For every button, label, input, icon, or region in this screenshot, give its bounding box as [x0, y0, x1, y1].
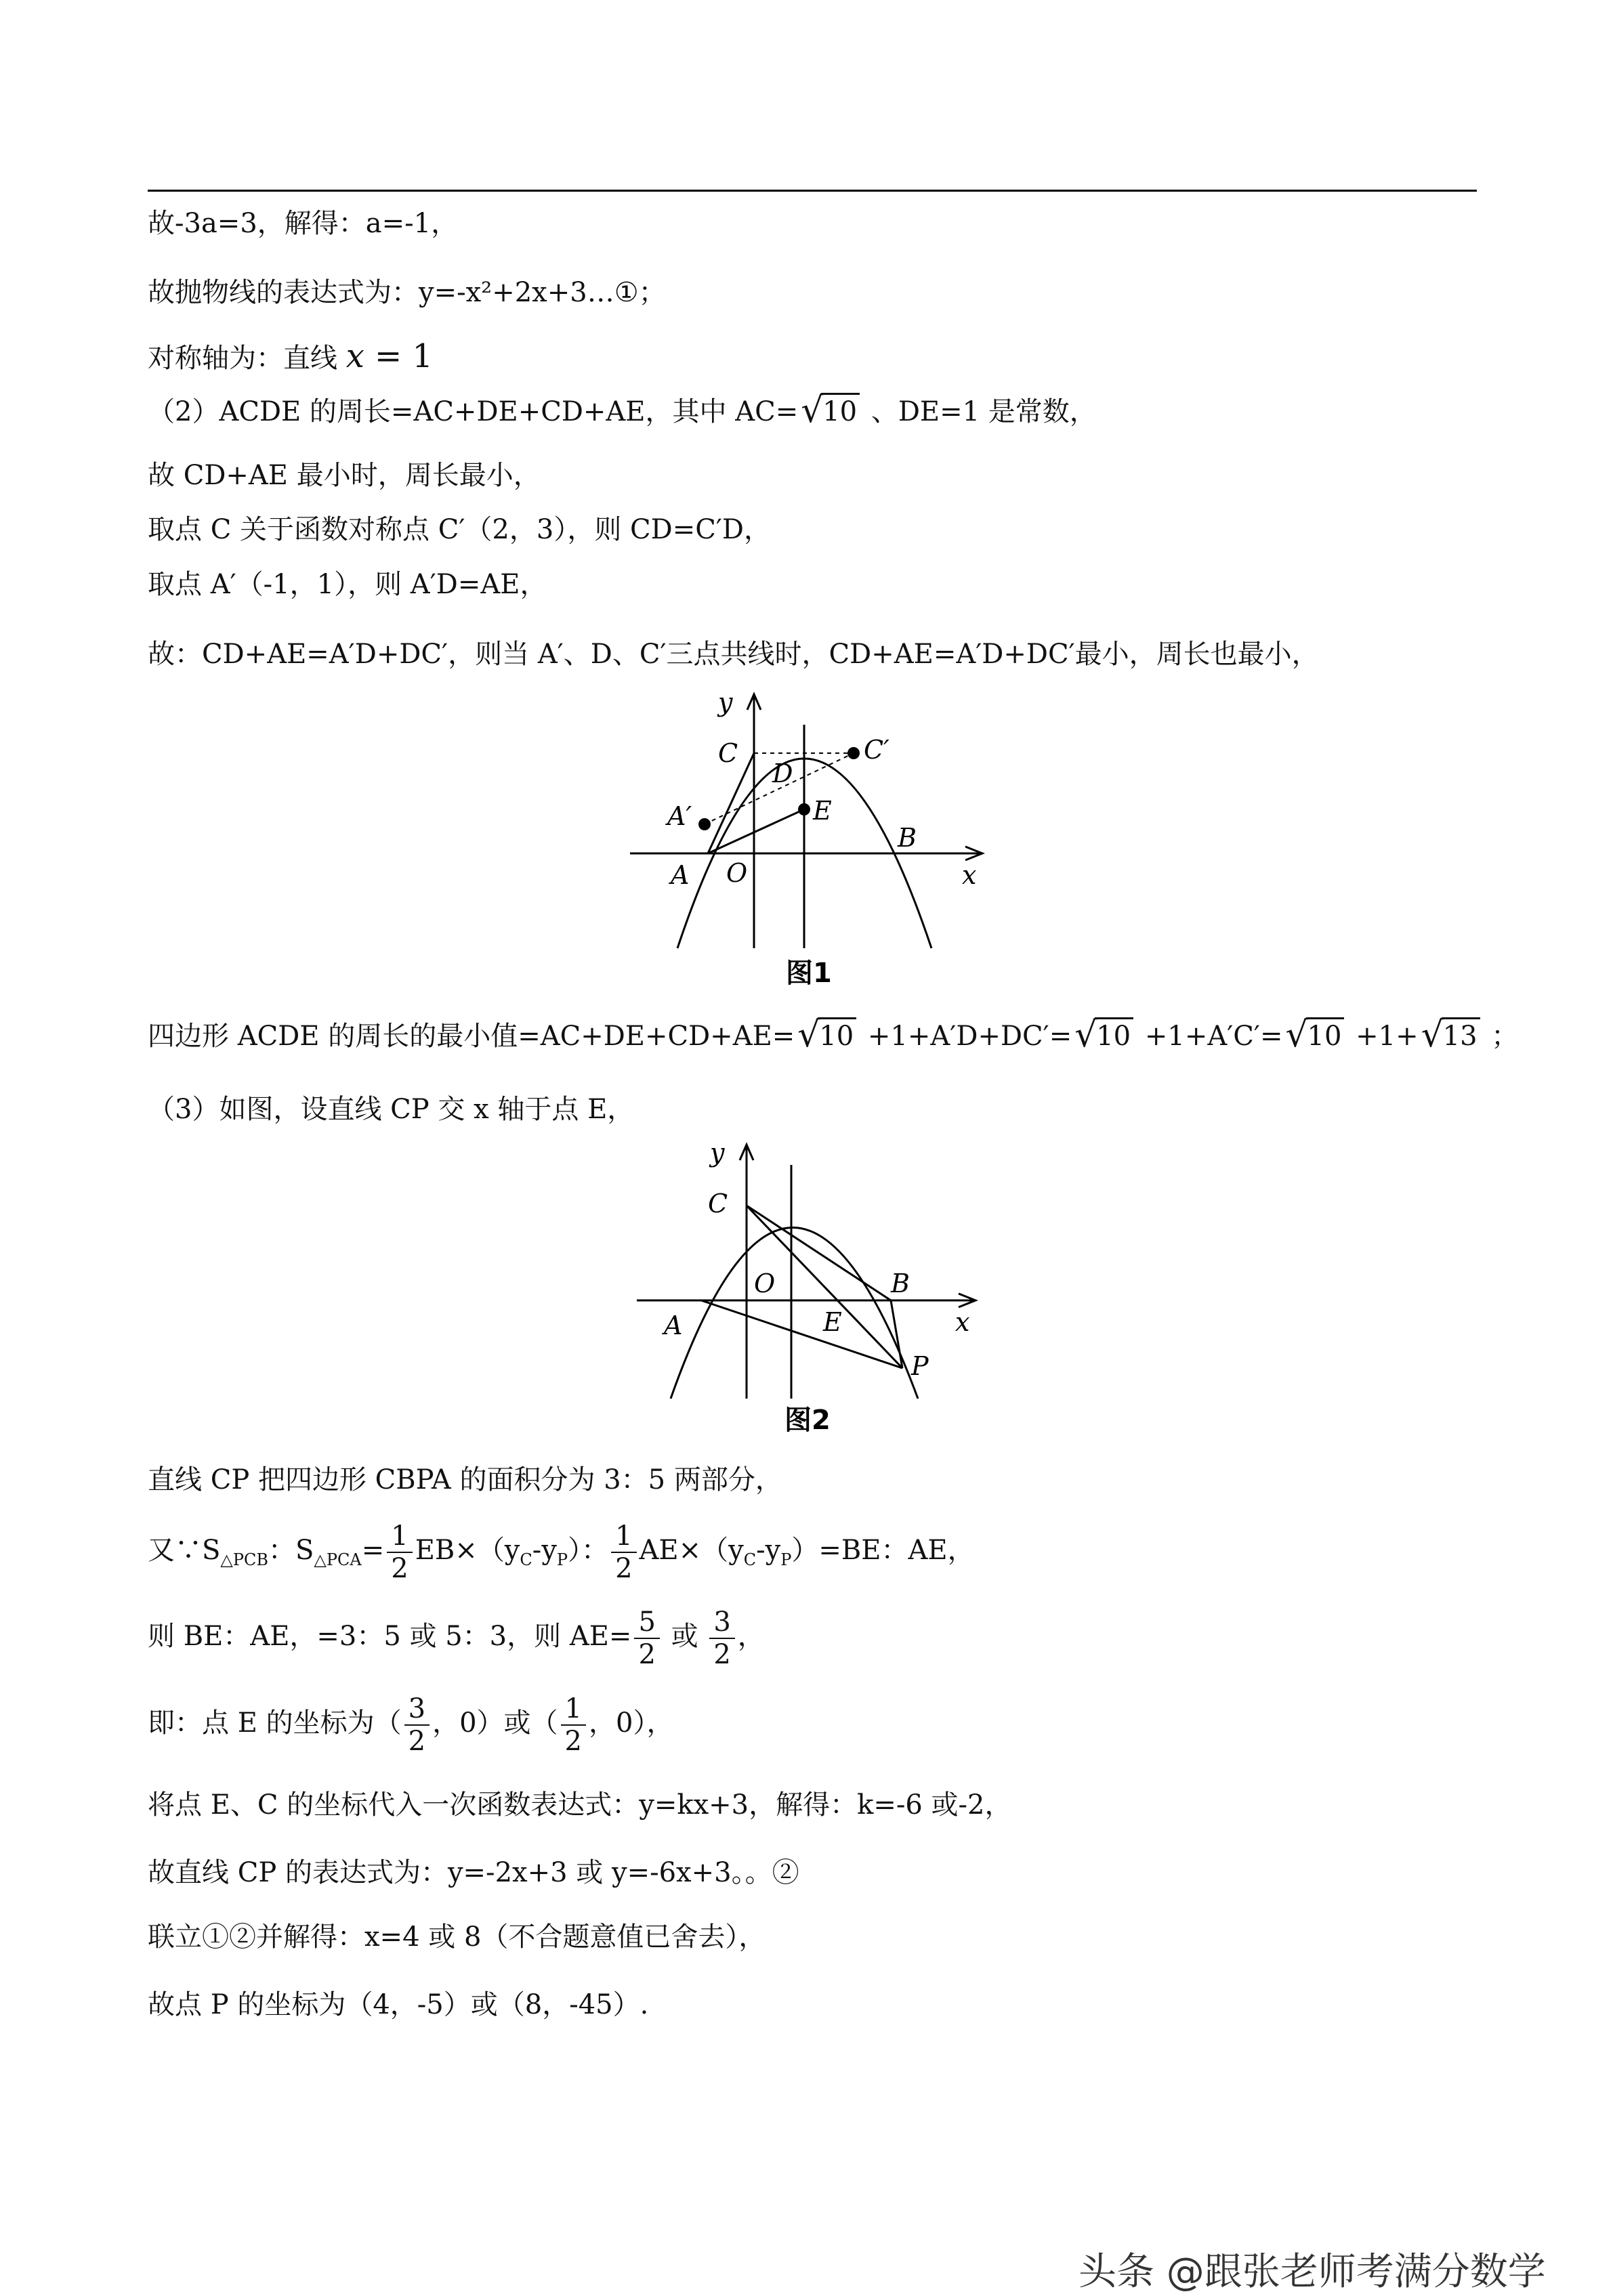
text-line-8: 故：CD+AE=A′D+DC′，则当 A′、D、C′三点共线时，CD+AE=A′D+DC′最小，周长也最小， [148, 639, 1319, 670]
fraction-half-a [387, 1521, 412, 1584]
text-line-9 [148, 1015, 1519, 1055]
fraction-half-b [611, 1521, 636, 1584]
fraction-3-2-b-num: 3 [404, 1693, 430, 1726]
text-line-9e: +1+A′C′= [1136, 1021, 1283, 1052]
fraction-5-2-num: 5 [634, 1607, 659, 1639]
sqrt-10-b: √ 10 [797, 1023, 856, 1050]
text-line-1: 故-3a=3，解得：a=-1， [148, 208, 459, 239]
fraction-3-2-a [709, 1607, 734, 1670]
text-line-13c: ， [737, 1621, 765, 1652]
text-line-11: 直线 CP 把四边形 CBPA 的面积分为 3：5 两部分， [148, 1464, 782, 1495]
figure-2 [630, 1138, 982, 1439]
text-line-12f: EB×（y [415, 1535, 520, 1566]
fraction-1-2-num: 1 [561, 1693, 586, 1726]
fraction-3-2-b [404, 1693, 430, 1757]
fig1-point-cprime [847, 747, 860, 759]
fraction-5-2-den: 2 [638, 1639, 656, 1670]
text-line-12a: 又∵S [148, 1535, 221, 1566]
figure-1-svg [623, 684, 1003, 989]
text-line-12i: P [556, 1550, 568, 1569]
fig2-label-a: A [664, 1311, 683, 1340]
fraction-1-2-den: 2 [564, 1726, 582, 1757]
text-line-4 [148, 390, 1097, 431]
text-line-12o: ）=BE：AE， [791, 1535, 975, 1566]
fig2-label-b: B [891, 1269, 910, 1298]
sqrt-10-a-arg: 10 [821, 393, 860, 427]
sqrt-10-d: √ 10 [1286, 1023, 1345, 1050]
text-line-13 [148, 1607, 765, 1670]
fig1-label-b: B [898, 823, 917, 853]
text-line-9g: +1+ [1347, 1021, 1419, 1052]
text-line-14b: ，0）或（ [432, 1707, 558, 1739]
fig1-label-o: O [726, 858, 748, 888]
text-line-6: 取点 C 关于函数对称点 C′（2，3），则 CD=C′D， [148, 514, 771, 545]
text-line-12j: ）： [568, 1535, 609, 1566]
text-line-3 [148, 337, 434, 375]
fig1-segment-ac [708, 753, 754, 853]
text-line-9c: +1+A′D+DC′= [859, 1021, 1072, 1052]
text-line-12g: C [520, 1550, 532, 1569]
text-line-2: 故抛物线的表达式为：y=-x²+2x+3…①； [148, 277, 666, 308]
fraction-half-b-num: 1 [611, 1521, 636, 1553]
sqrt-13: √ 13 [1421, 1023, 1480, 1050]
text-line-14c: ，0）， [589, 1707, 674, 1739]
fig2-label-c: C [708, 1189, 728, 1218]
text-line-3a: 对称轴为：直线 [148, 343, 346, 374]
watermark: 头条 @跟张老师考满分数学 [1078, 2250, 1546, 2294]
text-line-12 [148, 1521, 975, 1584]
header-rule [148, 190, 1477, 192]
text-line-13a: 则 BE：AE，=3：5 或 5：3，则 AE= [148, 1621, 632, 1652]
text-line-9a: 四边形 ACDE 的周长的最小值=AC+DE+CD+AE= [148, 1021, 795, 1052]
text-line-5: 故 CD+AE 最小时，周长最小， [148, 460, 541, 491]
text-line-14a: 即：点 E 的坐标为（ [148, 1707, 402, 1739]
text-line-14 [148, 1693, 673, 1757]
fig1-label-d: D [772, 759, 793, 788]
fig2-label-e: E [823, 1307, 842, 1337]
text-line-16: 故直线 CP 的表达式为：y=-2x+3 或 y=-6x+3。。② [148, 1857, 799, 1888]
fig2-label-p: P [911, 1351, 929, 1381]
text-line-12b: △PCB [220, 1550, 269, 1569]
fraction-5-2 [634, 1607, 659, 1670]
text-line-12h: -y [532, 1535, 557, 1566]
sqrt-10-b-arg: 10 [818, 1017, 856, 1052]
text-line-12e: = [361, 1535, 385, 1566]
fraction-half-a-num: 1 [387, 1521, 412, 1553]
text-line-13b: 或 [662, 1621, 707, 1652]
sqrt-10-d-arg: 10 [1306, 1017, 1345, 1052]
text-line-7: 取点 A′（-1，1），则 A′D=AE， [148, 569, 547, 600]
fig1-label-a: A [671, 860, 690, 890]
text-line-4c: 、DE=1 是常数， [862, 396, 1097, 427]
text-line-9i: ； [1482, 1021, 1519, 1052]
sqrt-13-arg: 13 [1442, 1017, 1480, 1052]
fig2-label-o: O [754, 1269, 776, 1298]
sqrt-10-c-arg: 10 [1095, 1017, 1133, 1052]
fig1-caption: 图1 [786, 958, 832, 989]
fraction-3-2-b-den: 2 [408, 1726, 426, 1757]
fig1-label-aprime: A′ [667, 801, 692, 831]
figure-2-svg [630, 1138, 982, 1436]
figure-1 [623, 684, 1003, 992]
text-line-12m: -y [756, 1535, 781, 1566]
sqrt-10-a: √ 10 [801, 398, 860, 425]
fig2-segment-ap [701, 1300, 902, 1368]
fig1-label-y: y [718, 687, 733, 717]
sqrt-10-c: √ 10 [1074, 1023, 1133, 1050]
fig1-label-x: x [962, 860, 977, 890]
fraction-half-b-den: 2 [615, 1553, 633, 1584]
fig1-point-aprime [698, 818, 711, 830]
text-line-12c: ：S [268, 1535, 314, 1566]
fig2-label-x: x [955, 1307, 970, 1337]
text-line-4a: （2）ACDE 的周长=AC+DE+CD+AE，其中 AC= [148, 396, 799, 427]
fig1-label-e: E [813, 796, 832, 826]
text-line-18: 故点 P 的坐标为（4，-5）或（8，-45）. [148, 1989, 649, 2020]
text-line-12d: △PCA [314, 1550, 362, 1569]
fig1-label-c: C [718, 738, 738, 768]
fig2-caption: 图2 [784, 1405, 831, 1436]
fraction-3-2-a-den: 2 [713, 1639, 731, 1670]
fraction-3-2-a-num: 3 [709, 1607, 734, 1639]
fig2-parabola [671, 1228, 918, 1399]
text-line-12l: C [743, 1550, 757, 1569]
fig2-label-y: y [710, 1138, 725, 1168]
text-line-17: 联立①②并解得：x=4 或 8（不合题意值已舍去）， [148, 1921, 766, 1953]
text-line-12k: AE×（y [639, 1535, 744, 1566]
fraction-1-2 [561, 1693, 586, 1757]
text-line-3b: x [345, 337, 364, 375]
fig1-label-cprime: C′ [864, 735, 889, 765]
text-line-3c: = 1 [364, 337, 434, 375]
fig1-point-e [798, 803, 810, 815]
fraction-half-a-den: 2 [391, 1553, 409, 1584]
text-line-12n: P [780, 1550, 792, 1569]
text-line-10: （3）如图，设直线 CP 交 x 轴于点 E， [148, 1094, 635, 1125]
text-line-15: 将点 E、C 的坐标代入一次函数表达式：y=kx+3，解得：k=-6 或-2， [148, 1789, 1012, 1821]
